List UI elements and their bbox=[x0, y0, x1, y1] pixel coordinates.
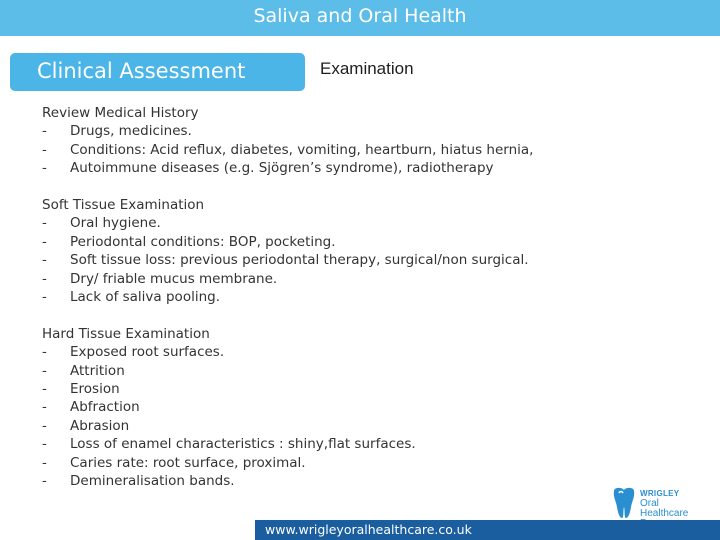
bullet-dash: - bbox=[42, 215, 47, 232]
wrigley-logo bbox=[610, 487, 710, 519]
list-item-text: Abrasion bbox=[70, 417, 130, 434]
list-item bbox=[42, 141, 702, 159]
list-item-text: Caries rate: root surface, proximal. bbox=[70, 454, 306, 471]
bullet-dash: - bbox=[42, 436, 47, 453]
bullet-dash: - bbox=[42, 344, 47, 361]
title-box-label: Clinical Assessment bbox=[37, 59, 246, 83]
bullet-dash: - bbox=[42, 123, 47, 140]
logo-brand: WRIGLEY bbox=[640, 489, 680, 498]
list-item-text: Attrition bbox=[70, 362, 125, 379]
list-item-text: Erosion bbox=[70, 381, 120, 398]
list-item bbox=[42, 472, 702, 490]
bullet-dash: - bbox=[42, 454, 47, 471]
list-item-text: Drugs, medicines. bbox=[70, 123, 192, 140]
list-item bbox=[42, 362, 702, 380]
section-title: Review Medical History bbox=[42, 105, 199, 121]
list-item bbox=[42, 380, 702, 398]
bullet-dash: - bbox=[42, 381, 47, 398]
section-medical-history bbox=[42, 104, 702, 178]
bullet-dash: - bbox=[42, 289, 47, 306]
logo-line-1: Oral Healthcare bbox=[640, 498, 689, 519]
list-item bbox=[42, 417, 702, 435]
list-item bbox=[42, 159, 702, 177]
section-title: Soft Tissue Examination bbox=[42, 197, 205, 214]
list-item-text: Soft tissue loss: previous periodontal therapy, surgical/non surgical. bbox=[70, 252, 529, 269]
list-item-text: Autoimmune diseases (e.g. Sjögren’s syndrome), radiotherapy bbox=[70, 160, 494, 177]
list-item bbox=[42, 270, 702, 288]
section-title: Hard Tissue Examination bbox=[42, 325, 210, 342]
title-box bbox=[10, 53, 305, 91]
section-soft-tissue bbox=[42, 196, 702, 306]
list-item-text: Abfraction bbox=[70, 399, 140, 416]
bullet-dash: - bbox=[42, 473, 47, 490]
list-item-text: Loss of enamel characteristics : shiny,flat surfaces. bbox=[70, 436, 416, 453]
list-item-text: Conditions: Acid reflux, diabetes, vomiting, heartburn, hiatus hernia, bbox=[70, 141, 534, 158]
tooth-icon bbox=[610, 487, 638, 519]
header-title: Saliva and Oral Health bbox=[253, 5, 467, 27]
list-item-text: Dry/ friable mucus membrane. bbox=[70, 270, 278, 287]
list-item bbox=[42, 288, 702, 306]
subtitle: Examination bbox=[320, 59, 414, 78]
bullet-dash: - bbox=[42, 362, 47, 379]
section-hard-tissue bbox=[42, 325, 702, 491]
list-item bbox=[42, 398, 702, 416]
bullet-dash: - bbox=[42, 160, 47, 177]
list-item-text: Periodontal conditions: BOP, pocketing. bbox=[70, 233, 336, 250]
list-item bbox=[42, 435, 702, 453]
bullet-dash: - bbox=[42, 417, 47, 434]
list-item-text: Lack of saliva pooling. bbox=[70, 289, 220, 306]
list-item-text: Oral hygiene. bbox=[70, 215, 161, 232]
content-area bbox=[42, 104, 702, 509]
bullet-dash: - bbox=[42, 141, 47, 158]
list-item bbox=[42, 233, 702, 251]
list-item bbox=[42, 454, 702, 472]
bullet-dash: - bbox=[42, 399, 47, 416]
list-item bbox=[42, 214, 702, 232]
bullet-dash: - bbox=[42, 270, 47, 287]
list-item bbox=[42, 122, 702, 140]
list-item-text: Demineralisation bands. bbox=[70, 473, 235, 490]
list-item-text: Exposed root surfaces. bbox=[70, 344, 225, 361]
footer-url[interactable]: www.wrigleyoralhealthcare.co.uk bbox=[265, 522, 472, 537]
header-bar bbox=[0, 0, 720, 36]
bullet-dash: - bbox=[42, 252, 47, 269]
bullet-dash: - bbox=[42, 233, 47, 250]
list-item bbox=[42, 251, 702, 269]
list-item bbox=[42, 343, 702, 361]
